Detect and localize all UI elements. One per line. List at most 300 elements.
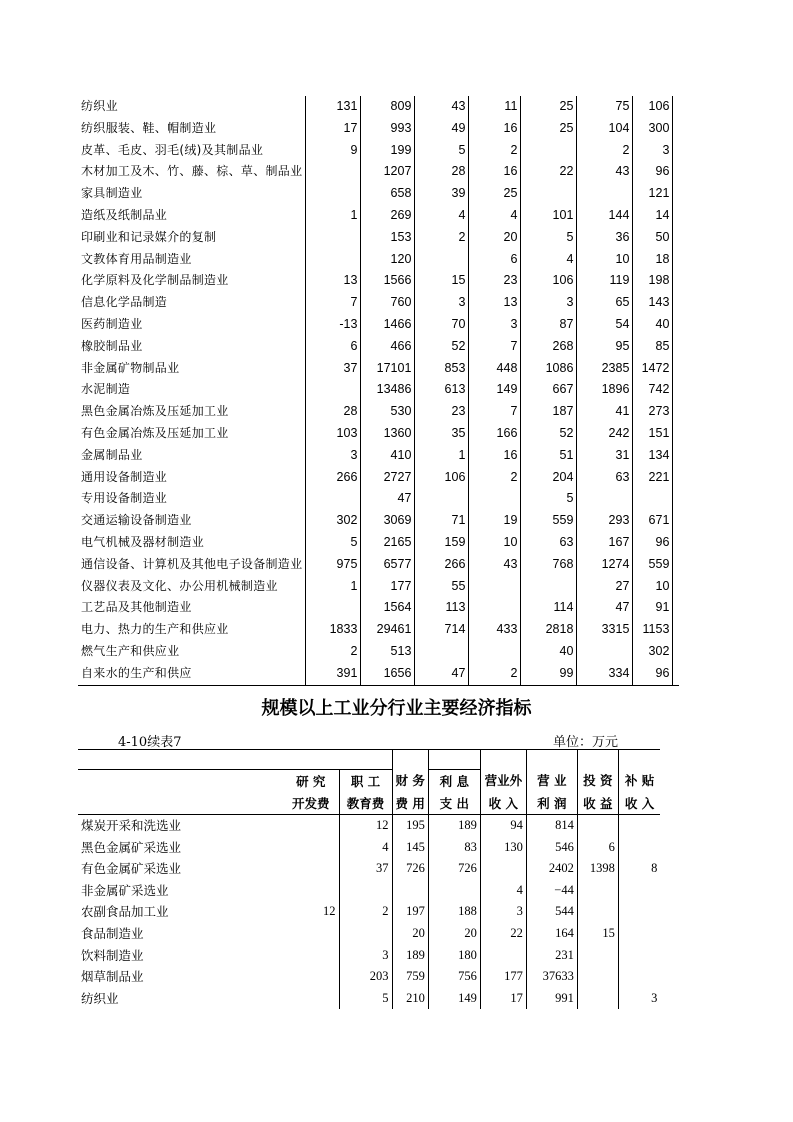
cell-value: 12 [323, 904, 336, 919]
cell-value: 39 [415, 183, 469, 205]
cell-value [392, 880, 428, 902]
cell-value: 87 [521, 314, 577, 336]
row-label: 工艺品及其他制造业 [81, 600, 192, 615]
cell-value: 1398 [577, 858, 618, 880]
cell-value: 37633 [526, 966, 577, 988]
row-label: 信息化学品制造 [81, 295, 168, 310]
cell-value [469, 488, 521, 510]
header-interest-2: 支 出 [428, 792, 480, 815]
cell-value: 16 [469, 118, 521, 140]
cell-value: 667 [521, 379, 577, 401]
cell-value [306, 488, 361, 510]
cell-value: 63 [521, 532, 577, 554]
row-label: 自来水的生产和供应 [78, 663, 306, 685]
cell-value: 3 [469, 314, 521, 336]
cell-value: 164 [526, 923, 577, 945]
cell-value: 114 [521, 597, 577, 619]
cell-value: 658 [361, 183, 415, 205]
cell-value: 94 [480, 815, 526, 837]
cell-value: 96 [633, 161, 673, 183]
cell-value: 85 [633, 336, 673, 358]
table-row [78, 140, 679, 162]
cell-value: 726 [428, 858, 480, 880]
cell-value: 2727 [361, 467, 415, 489]
cell-value: 3315 [577, 619, 633, 641]
cell-value: 70 [415, 314, 469, 336]
header-nonop-2: 收 入 [480, 792, 526, 815]
cell-value: 43 [415, 96, 469, 118]
cell-value [283, 815, 339, 837]
table-row [78, 945, 660, 967]
cell-value: 35 [415, 423, 469, 445]
cell-value: 177 [361, 576, 415, 598]
row-label: 纺织服装、鞋、帽制造业 [81, 120, 217, 135]
cell-value: 4 [415, 205, 469, 227]
cell-value: 187 [521, 401, 577, 423]
header-finance-2: 费 用 [392, 792, 428, 815]
cell-value: 2818 [521, 619, 577, 641]
row-label: 食品制造业 [81, 925, 144, 941]
header-interest: 利 息 [428, 770, 480, 793]
cell-value: 273 [633, 401, 673, 423]
table-row [78, 576, 679, 598]
row-label: 有色金属冶炼及压延加工业 [81, 425, 229, 440]
row-label: 金属制品业 [81, 447, 143, 462]
cell-value: 4 [480, 880, 526, 902]
cell-value: 37 [306, 358, 361, 380]
cell-value [306, 183, 361, 205]
cell-value: 6577 [361, 554, 415, 576]
top-indicator-table [78, 96, 679, 686]
cell-value: 19 [469, 510, 521, 532]
cell-value: 151 [633, 423, 673, 445]
cell-value: 51 [521, 445, 577, 467]
cell-value: 3 [521, 292, 577, 314]
row-label: 文教体育用品制造业 [81, 251, 192, 266]
cell-value: -13 [306, 314, 361, 336]
cell-value: 20 [428, 923, 480, 945]
cell-value: 5 [339, 988, 392, 1010]
table-row [78, 161, 679, 183]
cell-value: 189 [392, 945, 428, 967]
cell-value: 2165 [361, 532, 415, 554]
cell-value [577, 901, 618, 923]
header-subsidy-2: 收 入 [618, 792, 660, 815]
cell-value: 15 [415, 270, 469, 292]
cell-value: 448 [469, 358, 521, 380]
cell-value [339, 880, 392, 902]
row-label: 专用设备制造业 [81, 491, 168, 506]
cell-value: 28 [415, 161, 469, 183]
cell-value: 6 [577, 837, 618, 859]
cell-value [521, 140, 577, 162]
cell-value: 2 [306, 641, 361, 663]
cell-value: 91 [633, 597, 673, 619]
row-label: 电气机械及器材制造业 [81, 534, 205, 549]
cell-value: 166 [469, 423, 521, 445]
cell-value: 756 [428, 966, 480, 988]
table-number: 4-10续表7 [118, 735, 182, 750]
cell-value: 210 [392, 988, 428, 1010]
cell-value: 3069 [361, 510, 415, 532]
cell-value: 55 [415, 576, 469, 598]
row-label: 造纸及纸制品业 [81, 207, 168, 222]
cell-value [577, 488, 633, 510]
cell-value: 1360 [361, 423, 415, 445]
cell-value: 293 [577, 510, 633, 532]
table-row [78, 815, 660, 837]
cell-value [283, 880, 339, 902]
cell-value: 99 [521, 663, 577, 685]
table-row [78, 880, 660, 902]
cell-value: 134 [633, 445, 673, 467]
cell-value: 49 [415, 118, 469, 140]
table-row [78, 336, 679, 358]
cell-value [469, 597, 521, 619]
header-edu: 职 工 [339, 770, 392, 793]
cell-value: 106 [633, 96, 673, 118]
cell-value [577, 641, 633, 663]
cell-value [283, 966, 339, 988]
cell-value [633, 488, 673, 510]
cell-value: 975 [306, 554, 361, 576]
cell-value: 1466 [361, 314, 415, 336]
cell-value: 54 [577, 314, 633, 336]
table-row [78, 445, 679, 467]
cell-value: 17101 [361, 358, 415, 380]
cell-value: 12 [339, 815, 392, 837]
cell-value: 266 [415, 554, 469, 576]
row-label: 木材加工及木、竹、藤、棕、草、制品业 [81, 164, 303, 179]
unit-label: 单位：万元 [553, 735, 619, 750]
cell-value: 530 [361, 401, 415, 423]
cell-value: 195 [392, 815, 428, 837]
cell-value: 334 [577, 663, 633, 685]
cell-value: 559 [521, 510, 577, 532]
cell-value: 3 [480, 901, 526, 923]
cell-value: 63 [577, 467, 633, 489]
row-label: 烟草制品业 [81, 969, 144, 985]
cell-value: 3 [415, 292, 469, 314]
table-row [78, 423, 679, 445]
header-research-2: 开发费 [283, 792, 339, 815]
cell-value [618, 880, 660, 902]
cell-value: 159 [415, 532, 469, 554]
cell-value [283, 988, 339, 1010]
cell-value: 16 [469, 161, 521, 183]
cell-value [283, 945, 339, 967]
cell-value: 7 [469, 336, 521, 358]
row-label: 交通运输设备制造业 [81, 513, 192, 528]
cell-value: 143 [633, 292, 673, 314]
cell-value: 25 [521, 118, 577, 140]
table-row [78, 292, 679, 314]
cell-value: 3 [633, 140, 673, 162]
cell-value: 167 [577, 532, 633, 554]
cell-value: 18 [633, 249, 673, 271]
cell-value: 177 [480, 966, 526, 988]
cell-value: 410 [361, 445, 415, 467]
row-label: 电力、热力的生产和供应业 [81, 622, 229, 637]
cell-value: 391 [306, 663, 361, 685]
cell-value: 130 [480, 837, 526, 859]
cell-value [415, 249, 469, 271]
table-row [78, 358, 679, 380]
header-nonop: 营业外 [480, 770, 526, 793]
row-label: 黑色金属冶炼及压延加工业 [81, 404, 229, 419]
row-label: 水泥制造 [81, 382, 131, 397]
header-finance: 财 务 [392, 770, 428, 793]
cell-value: 671 [633, 510, 673, 532]
cell-value [521, 576, 577, 598]
table-row [78, 488, 679, 510]
cell-value: 714 [415, 619, 469, 641]
cell-value: 43 [469, 554, 521, 576]
cell-value: 14 [633, 205, 673, 227]
cell-value: 1274 [577, 554, 633, 576]
cell-value [577, 183, 633, 205]
cell-value: 546 [526, 837, 577, 859]
table-row [78, 205, 679, 227]
cell-value: 25 [469, 183, 521, 205]
cell-value: 13 [469, 292, 521, 314]
cell-value [480, 945, 526, 967]
cell-value: 231 [526, 945, 577, 967]
table-row [78, 249, 679, 271]
table-row [78, 510, 679, 532]
cell-value: 11 [469, 96, 521, 118]
cell-value: 29461 [361, 619, 415, 641]
row-label: 通信设备、计算机及其他电子设备制造业 [81, 556, 303, 571]
cell-value: 5 [521, 488, 577, 510]
row-label: 饮料制造业 [81, 947, 144, 963]
table-row [78, 314, 679, 336]
row-label: 纺织业 [81, 99, 118, 113]
cell-value: 544 [526, 901, 577, 923]
cell-value [618, 966, 660, 988]
row-label: 橡胶制品业 [81, 338, 143, 353]
cell-value: 145 [392, 837, 428, 859]
cell-value: 433 [469, 619, 521, 641]
row-label: 印刷业和记录媒介的复制 [81, 229, 217, 244]
cell-value: 189 [428, 815, 480, 837]
row-label: 燃气生产和供应业 [81, 643, 180, 658]
table-row [78, 379, 679, 401]
cell-value: 7 [306, 292, 361, 314]
cell-value: 1656 [361, 663, 415, 685]
cell-value [306, 379, 361, 401]
cell-value: 302 [306, 510, 361, 532]
cell-value: 2 [469, 663, 521, 685]
cell-value: 131 [306, 96, 361, 118]
cell-value: 17 [480, 988, 526, 1010]
cell-value: 106 [521, 270, 577, 292]
cell-value [283, 837, 339, 859]
cell-value: 52 [521, 423, 577, 445]
cell-value: 50 [633, 227, 673, 249]
row-label: 有色金属矿采选业 [81, 861, 182, 877]
cell-value: 96 [633, 663, 673, 685]
table-row [78, 663, 679, 685]
cell-value: 3 [339, 945, 392, 967]
table-row [78, 554, 679, 576]
cell-value: 65 [577, 292, 633, 314]
cell-value: 27 [577, 576, 633, 598]
cell-value: 25 [521, 96, 577, 118]
cell-value: 15 [577, 923, 618, 945]
cell-value [428, 880, 480, 902]
cell-value: 28 [306, 401, 361, 423]
cell-value: 149 [469, 379, 521, 401]
cell-value: 1207 [361, 161, 415, 183]
cell-value: 991 [526, 988, 577, 1010]
cell-value: 2402 [526, 858, 577, 880]
cell-value: −44 [526, 880, 577, 902]
table-row [78, 227, 679, 249]
cell-value: 103 [306, 423, 361, 445]
cell-value: 20 [392, 923, 428, 945]
cell-value: 144 [577, 205, 633, 227]
table-row [78, 183, 679, 205]
cell-value: 4 [521, 249, 577, 271]
cell-value: 3 [306, 445, 361, 467]
header-invest-2: 收 益 [577, 792, 618, 815]
header-subsidy: 补 贴 [618, 770, 660, 793]
cell-value: 203 [339, 966, 392, 988]
cell-value [618, 837, 660, 859]
cell-value: 47 [361, 488, 415, 510]
row-label: 家具制造业 [81, 186, 143, 201]
cell-value: 180 [428, 945, 480, 967]
page-title: 规模以上工业分行业主要经济指标 [261, 698, 532, 719]
table-row [78, 270, 679, 292]
header-profit-2: 利 润 [526, 792, 577, 815]
cell-value: 268 [521, 336, 577, 358]
cell-value: 8 [618, 858, 660, 880]
cell-value: 10 [633, 576, 673, 598]
table-row [78, 641, 679, 663]
cell-value: 20 [469, 227, 521, 249]
cell-value [415, 488, 469, 510]
table-row [78, 988, 660, 1010]
cell-value [577, 988, 618, 1010]
header-invest: 投 资 [577, 770, 618, 793]
cell-value: 1566 [361, 270, 415, 292]
table-row [78, 619, 679, 641]
cell-value: 1086 [521, 358, 577, 380]
cell-value: 742 [633, 379, 673, 401]
cell-value: 52 [415, 336, 469, 358]
cell-value: 40 [633, 314, 673, 336]
cell-value [283, 923, 339, 945]
cell-value [415, 641, 469, 663]
cell-value: 1564 [361, 597, 415, 619]
cell-value: 4 [469, 205, 521, 227]
cell-value: 3 [618, 988, 660, 1010]
cell-value: 5 [521, 227, 577, 249]
table-row [78, 96, 679, 118]
cell-value: 198 [633, 270, 673, 292]
cell-value [283, 858, 339, 880]
cell-value: 101 [521, 205, 577, 227]
cell-value: 613 [415, 379, 469, 401]
row-label: 黑色金属矿采选业 [81, 839, 182, 855]
cell-value: 10 [469, 532, 521, 554]
cell-value: 47 [577, 597, 633, 619]
header-blank [78, 750, 283, 770]
cell-value: 17 [306, 118, 361, 140]
cell-value: 221 [633, 467, 673, 489]
cell-value: 22 [521, 161, 577, 183]
cell-value: 197 [392, 901, 428, 923]
cell-value: 6 [469, 249, 521, 271]
cell-value: 302 [633, 641, 673, 663]
table-row [78, 597, 679, 619]
cell-value [306, 249, 361, 271]
cell-value: 10 [577, 249, 633, 271]
cell-value: 5 [306, 532, 361, 554]
table-row [78, 901, 660, 923]
cell-value: 204 [521, 467, 577, 489]
cell-value: 5 [415, 140, 469, 162]
cell-value: 153 [361, 227, 415, 249]
row-label: 煤炭开采和洗选业 [81, 818, 182, 833]
bottom-indicator-table [78, 749, 660, 1009]
cell-value: 993 [361, 118, 415, 140]
cell-value: 6 [306, 336, 361, 358]
cell-value: 726 [392, 858, 428, 880]
cell-value [306, 161, 361, 183]
cell-value: 36 [577, 227, 633, 249]
table-row [78, 532, 679, 554]
cell-value: 242 [577, 423, 633, 445]
cell-value: 1 [415, 445, 469, 467]
row-label: 化学原料及化学制品制造业 [81, 273, 229, 288]
cell-value: 2 [577, 140, 633, 162]
cell-value: 266 [306, 467, 361, 489]
cell-value: 13 [306, 270, 361, 292]
cell-value [618, 945, 660, 967]
cell-value: 1896 [577, 379, 633, 401]
cell-value [521, 183, 577, 205]
cell-value: 149 [428, 988, 480, 1010]
cell-value: 199 [361, 140, 415, 162]
cell-value: 9 [306, 140, 361, 162]
row-label: 皮革、毛皮、羽毛(绒)及其制品业 [81, 142, 264, 157]
cell-value: 1 [306, 576, 361, 598]
table-row [78, 858, 660, 880]
cell-value [480, 858, 526, 880]
table-row [78, 401, 679, 423]
cell-value [618, 815, 660, 837]
cell-value: 31 [577, 445, 633, 467]
row-label: 非金属矿物制品业 [81, 360, 180, 375]
table-row [78, 467, 679, 489]
cell-value: 2 [339, 901, 392, 923]
cell-value: 188 [428, 901, 480, 923]
cell-value: 119 [577, 270, 633, 292]
cell-value: 113 [415, 597, 469, 619]
cell-value: 7 [469, 401, 521, 423]
cell-value: 2385 [577, 358, 633, 380]
cell-value: 759 [392, 966, 428, 988]
cell-value: 2 [415, 227, 469, 249]
cell-value: 83 [428, 837, 480, 859]
cell-value [577, 815, 618, 837]
cell-value [469, 576, 521, 598]
cell-value: 4 [339, 837, 392, 859]
cell-value: 41 [577, 401, 633, 423]
